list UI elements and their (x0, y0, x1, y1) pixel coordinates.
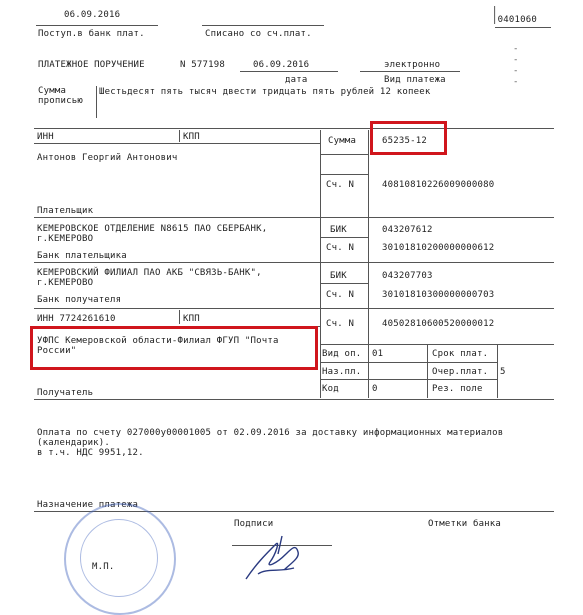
divider (36, 25, 158, 26)
divider (96, 86, 97, 118)
bank-marks-label: Отметки банка (428, 519, 502, 529)
payer-bik-label: БИК (330, 225, 347, 235)
received-date: 06.09.2016 (64, 10, 121, 20)
payment-type: электронно (384, 60, 441, 70)
payee-bik-label: БИК (330, 271, 347, 281)
payer-name: Антонов Георгий Антонович (37, 153, 178, 163)
divider (427, 379, 497, 380)
term-label: Срок плат. (432, 349, 489, 359)
divider (34, 143, 320, 144)
payer-corr-label: Сч. N (326, 243, 355, 253)
payee-account: 40502810600520000012 (382, 319, 495, 329)
divider (320, 362, 427, 363)
signature-scribble (236, 524, 316, 583)
code: 0 (372, 384, 378, 394)
payer-kpp-label: КПП (183, 132, 200, 142)
payee-inn: ИНН 7724261610 (37, 314, 116, 324)
form-code-box: |0401060 (492, 15, 537, 25)
divider (360, 71, 460, 72)
divider (320, 283, 368, 284)
payee-name-2: России" (37, 346, 77, 356)
debited-label: Списано со сч.плат. (205, 29, 312, 39)
purpose-line-1: Оплата по счету 027000у00001005 от 02.09.2016 за доставку информационных материалов (37, 428, 504, 438)
payer-bank-name-2: г.КЕМЕРОВО (37, 234, 94, 244)
payee-section-label: Получатель (37, 388, 94, 398)
payee-bik: 043207703 (382, 271, 433, 281)
payer-bank-label: Банк плательщика (37, 251, 127, 261)
divider (34, 128, 554, 129)
code-label: Код (322, 384, 339, 394)
queue-label: Очер.плат. (432, 367, 489, 377)
form-code: 0401060 (497, 15, 537, 25)
amount-words-label-2: прописью (38, 96, 83, 106)
divider (34, 217, 554, 218)
sum-value: 65235-12 (382, 136, 427, 146)
divider (240, 71, 338, 72)
stamp-place: М.П. (92, 562, 115, 572)
order-number: N 577198 (180, 60, 225, 70)
divider (427, 362, 497, 363)
purpose-line-2: (календарик). (37, 438, 111, 448)
payer-bank-name-1: КЕМЕРОВСКОЕ ОТДЕЛЕНИЕ N8615 ПАО СБЕРБАНК, (37, 224, 268, 234)
divider (179, 310, 180, 324)
form-code-rule: | (492, 6, 498, 16)
order-date: 06.09.2016 (253, 60, 310, 70)
payee-name-1: УФПС Кемеровской области-Филиал ФГУП "Почта (37, 336, 279, 346)
divider (320, 154, 368, 155)
sum-label: Сумма (328, 136, 357, 146)
payee-kpp-label: КПП (183, 314, 200, 324)
date-label: дата (285, 75, 308, 85)
payment-type-label: Вид платежа (384, 75, 446, 85)
payee-account-label: Сч. N (326, 319, 355, 329)
highlight-sum (370, 121, 447, 155)
divider (368, 130, 369, 398)
signatures-label: Подписи (234, 519, 274, 529)
highlight-payee (30, 326, 318, 370)
divider (34, 308, 554, 309)
payee-corr-account: 30101810300000000703 (382, 290, 495, 300)
payer-bik: 043207612 (382, 225, 433, 235)
divider (34, 262, 554, 263)
op-type-label: Вид оп. (322, 349, 362, 359)
payer-corr-account: 30101810200000000612 (382, 243, 495, 253)
reserve-label: Рез. поле (432, 384, 483, 394)
divider (320, 379, 427, 380)
purpose-line-3: в т.ч. НДС 9951,12. (37, 448, 144, 458)
divider (179, 130, 180, 142)
payee-bank-name-2: г.КЕМЕРОВО (37, 278, 94, 288)
divider (497, 344, 498, 398)
divider (320, 174, 368, 175)
purpose-code-label: Наз.пл. (322, 367, 362, 377)
amount-words-label-1: Сумма (38, 86, 67, 96)
stamp-seal-inner (80, 519, 158, 597)
divider (320, 237, 368, 238)
payer-section-label: Плательщик (37, 206, 94, 216)
right-edge-marks: - - - - (513, 44, 519, 87)
divider (495, 27, 551, 28)
payer-account-label: Сч. N (326, 180, 355, 190)
payer-account: 40810810226009000080 (382, 180, 495, 190)
payee-bank-label: Банк получателя (37, 295, 122, 305)
divider (320, 344, 554, 345)
divider (320, 130, 321, 398)
divider (427, 344, 428, 398)
received-label: Поступ.в банк плат. (38, 29, 145, 39)
amount-words: Шестьдесят пять тысяч двести тридцать пять рублей 12 копеек (99, 87, 431, 97)
payer-inn-label: ИНН (37, 132, 54, 142)
queue: 5 (500, 367, 506, 377)
payee-bank-name-1: КЕМЕРОВСКИЙ ФИЛИАЛ ПАО АКБ "СВЯЗЬ-БАНК", (37, 268, 262, 278)
divider (34, 399, 554, 400)
payee-corr-label: Сч. N (326, 290, 355, 300)
divider (202, 25, 324, 26)
op-type: 01 (372, 349, 384, 359)
document-title: ПЛАТЕЖНОЕ ПОРУЧЕНИЕ (38, 60, 145, 70)
purpose-label: Назначение платежа (37, 500, 139, 510)
